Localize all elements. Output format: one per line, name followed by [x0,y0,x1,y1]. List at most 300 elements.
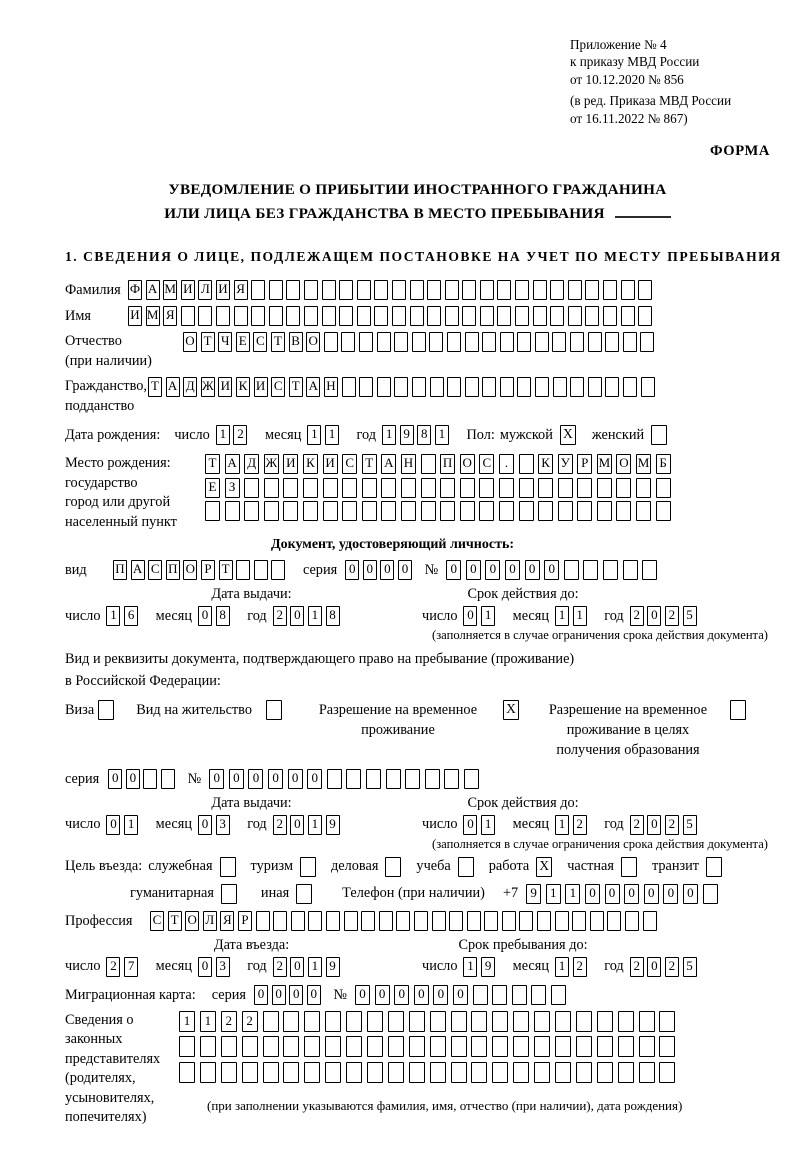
char-cell[interactable] [659,1036,675,1057]
char-cell[interactable]: Т [148,377,162,397]
char-cell[interactable] [200,1036,216,1057]
char-cell[interactable]: 0 [505,560,520,580]
char-cell[interactable]: 0 [272,985,286,1005]
char-cell[interactable] [555,1062,571,1083]
char-cell[interactable] [641,377,655,397]
char-cell[interactable] [366,769,381,789]
char-cell[interactable] [429,332,443,352]
char-cell[interactable]: 0 [446,560,461,580]
char-cell[interactable]: С [148,560,162,580]
char-cell[interactable] [519,911,533,931]
char-cell[interactable]: 0 [624,884,639,904]
char-cell[interactable] [447,377,461,397]
char-cell[interactable] [473,985,488,1005]
char-cell[interactable] [325,1036,341,1057]
char-cell[interactable]: 0 [106,815,120,835]
char-cell[interactable] [357,280,371,300]
char-cell[interactable]: 0 [290,957,304,977]
char-cell[interactable] [386,769,401,789]
char-cell[interactable]: 1 [325,425,339,445]
char-cell[interactable] [570,332,584,352]
char-cell[interactable]: 2 [233,425,247,445]
char-cell[interactable]: А [166,377,180,397]
char-cell[interactable]: 2 [273,957,287,977]
char-cell[interactable] [642,560,657,580]
char-cell[interactable]: Я [163,306,177,326]
char-cell[interactable]: 9 [326,957,340,977]
char-cell[interactable] [484,911,498,931]
purpose-private-checkbox[interactable] [621,857,637,877]
char-cell[interactable]: 0 [288,769,303,789]
char-cell[interactable]: Ф [128,280,142,300]
char-cell[interactable]: 2 [106,957,120,977]
char-cell[interactable]: О [306,332,320,352]
char-cell[interactable] [161,769,175,789]
char-cell[interactable] [703,884,718,904]
char-cell[interactable]: 1 [435,425,449,445]
char-cell[interactable]: 0 [485,560,500,580]
char-cell[interactable]: О [183,332,197,352]
char-cell[interactable]: 7 [124,957,138,977]
char-cell[interactable] [636,478,651,498]
char-cell[interactable]: 2 [630,606,644,626]
char-cell[interactable]: 2 [665,815,679,835]
char-cell[interactable]: 1 [308,815,322,835]
char-cell[interactable] [339,280,353,300]
char-cell[interactable] [323,501,338,521]
char-cell[interactable] [432,911,446,931]
char-cell[interactable] [605,332,619,352]
char-cell[interactable] [597,478,612,498]
char-cell[interactable]: Я [220,911,234,931]
char-cell[interactable] [409,1036,425,1057]
char-cell[interactable] [597,1011,613,1032]
char-cell[interactable] [421,501,436,521]
char-cell[interactable]: 0 [108,769,122,789]
char-cell[interactable]: П [113,560,127,580]
char-cell[interactable] [200,1062,216,1083]
char-cell[interactable] [427,306,441,326]
char-cell[interactable]: 0 [229,769,244,789]
char-cell[interactable]: 0 [585,884,600,904]
char-cell[interactable] [251,280,265,300]
char-cell[interactable] [531,985,546,1005]
char-cell[interactable] [623,377,637,397]
char-cell[interactable]: 9 [326,815,340,835]
char-cell[interactable]: 0 [307,769,322,789]
char-cell[interactable]: 2 [273,815,287,835]
char-cell[interactable]: Р [238,911,252,931]
char-cell[interactable] [401,501,416,521]
char-cell[interactable] [308,911,322,931]
char-cell[interactable]: 2 [573,815,587,835]
char-cell[interactable] [538,501,553,521]
char-cell[interactable] [216,306,230,326]
visa-checkbox[interactable] [98,700,114,720]
char-cell[interactable]: 2 [221,1011,237,1032]
char-cell[interactable] [444,769,459,789]
char-cell[interactable] [497,280,511,300]
char-cell[interactable] [583,560,598,580]
char-cell[interactable] [283,1036,299,1057]
char-cell[interactable] [325,1011,341,1032]
char-cell[interactable] [568,306,582,326]
char-cell[interactable] [553,377,567,397]
char-cell[interactable] [449,911,463,931]
char-cell[interactable] [410,280,424,300]
char-cell[interactable]: И [323,454,338,474]
char-cell[interactable] [513,1011,529,1032]
char-cell[interactable]: 1 [200,1011,216,1032]
char-cell[interactable] [322,280,336,300]
char-cell[interactable] [440,501,455,521]
char-cell[interactable] [577,501,592,521]
char-cell[interactable] [264,478,279,498]
char-cell[interactable] [479,478,494,498]
char-cell[interactable] [392,280,406,300]
char-cell[interactable] [409,1011,425,1032]
char-cell[interactable] [640,332,654,352]
char-cell[interactable] [555,1011,571,1032]
char-cell[interactable] [242,1062,258,1083]
char-cell[interactable] [639,1011,655,1032]
char-cell[interactable] [283,1011,299,1032]
char-cell[interactable] [590,911,604,931]
char-cell[interactable]: 0 [453,985,468,1005]
char-cell[interactable]: 0 [248,769,263,789]
char-cell[interactable]: 1 [106,606,120,626]
char-cell[interactable]: И [181,280,195,300]
char-cell[interactable]: 1 [216,425,230,445]
char-cell[interactable]: О [183,560,197,580]
char-cell[interactable] [198,306,212,326]
char-cell[interactable] [538,478,553,498]
char-cell[interactable]: 0 [647,606,661,626]
char-cell[interactable] [304,1062,320,1083]
char-cell[interactable] [533,306,547,326]
char-cell[interactable] [327,769,342,789]
char-cell[interactable] [638,280,652,300]
char-cell[interactable] [273,911,287,931]
char-cell[interactable] [659,1062,675,1083]
char-cell[interactable]: И [128,306,142,326]
char-cell[interactable]: 0 [544,560,559,580]
char-cell[interactable]: И [216,280,230,300]
char-cell[interactable] [603,306,617,326]
char-cell[interactable] [263,1062,279,1083]
char-cell[interactable] [513,1062,529,1083]
char-cell[interactable]: 1 [307,425,321,445]
purpose-study-checkbox[interactable] [458,857,474,877]
char-cell[interactable] [550,280,564,300]
char-cell[interactable]: 2 [630,815,644,835]
char-cell[interactable] [381,478,396,498]
char-cell[interactable] [515,306,529,326]
char-cell[interactable]: 1 [463,957,477,977]
char-cell[interactable] [625,911,639,931]
char-cell[interactable] [492,1011,508,1032]
char-cell[interactable]: А [225,454,240,474]
char-cell[interactable] [656,501,671,521]
char-cell[interactable]: 0 [290,815,304,835]
char-cell[interactable] [519,454,534,474]
char-cell[interactable] [346,769,361,789]
char-cell[interactable]: А [381,454,396,474]
char-cell[interactable]: С [479,454,494,474]
char-cell[interactable] [421,478,436,498]
char-cell[interactable] [471,1062,487,1083]
char-cell[interactable] [409,1062,425,1083]
char-cell[interactable]: 2 [665,957,679,977]
char-cell[interactable]: Л [198,280,212,300]
char-cell[interactable]: С [150,911,164,931]
char-cell[interactable]: 1 [555,606,569,626]
char-cell[interactable] [492,1036,508,1057]
char-cell[interactable] [517,377,531,397]
char-cell[interactable]: 2 [665,606,679,626]
purpose-humanitarian-checkbox[interactable] [221,884,237,904]
char-cell[interactable]: 1 [124,815,138,835]
char-cell[interactable]: 2 [630,957,644,977]
char-cell[interactable] [576,1036,592,1057]
char-cell[interactable] [659,1011,675,1032]
char-cell[interactable] [621,306,635,326]
char-cell[interactable] [341,332,355,352]
char-cell[interactable] [535,332,549,352]
char-cell[interactable]: 0 [198,957,212,977]
char-cell[interactable]: А [131,560,145,580]
char-cell[interactable]: 1 [565,884,580,904]
char-cell[interactable] [445,306,459,326]
char-cell[interactable] [588,377,602,397]
char-cell[interactable]: З [225,478,240,498]
char-cell[interactable]: 1 [555,815,569,835]
char-cell[interactable]: Н [401,454,416,474]
char-cell[interactable]: 9 [526,884,541,904]
temp-residence-checkbox[interactable]: X [503,700,519,720]
char-cell[interactable] [555,911,569,931]
char-cell[interactable]: 0 [683,884,698,904]
char-cell[interactable] [303,478,318,498]
char-cell[interactable]: 0 [394,985,409,1005]
char-cell[interactable] [357,306,371,326]
char-cell[interactable]: 0 [605,884,620,904]
char-cell[interactable] [326,911,340,931]
char-cell[interactable] [465,332,479,352]
char-cell[interactable] [324,332,338,352]
char-cell[interactable] [576,1062,592,1083]
char-cell[interactable]: Т [168,911,182,931]
char-cell[interactable] [346,1011,362,1032]
char-cell[interactable]: О [185,911,199,931]
char-cell[interactable]: 0 [398,560,412,580]
char-cell[interactable]: 1 [573,606,587,626]
char-cell[interactable]: 0 [254,985,268,1005]
char-cell[interactable]: 9 [400,425,414,445]
char-cell[interactable] [551,985,566,1005]
char-cell[interactable] [603,560,618,580]
char-cell[interactable]: 0 [198,815,212,835]
char-cell[interactable]: Е [236,332,250,352]
char-cell[interactable] [367,1036,383,1057]
char-cell[interactable] [482,332,496,352]
char-cell[interactable]: . [499,454,514,474]
char-cell[interactable] [264,501,279,521]
char-cell[interactable] [430,1062,446,1083]
sex-male-checkbox[interactable]: X [560,425,576,445]
char-cell[interactable]: Я [234,280,248,300]
char-cell[interactable]: 0 [463,815,477,835]
char-cell[interactable]: 3 [216,815,230,835]
char-cell[interactable] [607,911,621,931]
char-cell[interactable] [639,1036,655,1057]
char-cell[interactable]: К [236,377,250,397]
char-cell[interactable]: Ж [264,454,279,474]
purpose-official-checkbox[interactable] [220,857,236,877]
char-cell[interactable] [346,1062,362,1083]
char-cell[interactable] [603,280,617,300]
char-cell[interactable]: К [538,454,553,474]
char-cell[interactable]: 0 [525,560,540,580]
char-cell[interactable] [467,911,481,931]
char-cell[interactable] [639,1062,655,1083]
char-cell[interactable]: М [163,280,177,300]
char-cell[interactable]: 1 [382,425,396,445]
char-cell[interactable] [412,332,426,352]
char-cell[interactable]: Т [201,332,215,352]
char-cell[interactable]: 0 [375,985,390,1005]
char-cell[interactable] [534,1011,550,1032]
char-cell[interactable] [513,1036,529,1057]
char-cell[interactable]: 5 [683,606,697,626]
purpose-other-checkbox[interactable] [296,884,312,904]
char-cell[interactable] [221,1062,237,1083]
char-cell[interactable] [256,911,270,931]
char-cell[interactable] [414,911,428,931]
char-cell[interactable] [492,985,507,1005]
char-cell[interactable] [286,306,300,326]
char-cell[interactable] [339,306,353,326]
char-cell[interactable] [304,306,318,326]
char-cell[interactable]: Ж [201,377,215,397]
char-cell[interactable]: В [289,332,303,352]
char-cell[interactable] [244,501,259,521]
char-cell[interactable] [576,1011,592,1032]
char-cell[interactable] [462,280,476,300]
char-cell[interactable] [447,332,461,352]
char-cell[interactable] [534,1062,550,1083]
char-cell[interactable] [519,478,534,498]
char-cell[interactable] [656,478,671,498]
char-cell[interactable] [451,1062,467,1083]
char-cell[interactable]: 0 [198,606,212,626]
char-cell[interactable] [346,1036,362,1057]
char-cell[interactable] [283,1062,299,1083]
char-cell[interactable]: 8 [216,606,230,626]
char-cell[interactable]: Л [203,911,217,931]
char-cell[interactable] [286,280,300,300]
char-cell[interactable]: М [597,454,612,474]
char-cell[interactable] [143,769,157,789]
char-cell[interactable] [405,769,420,789]
char-cell[interactable]: И [218,377,232,397]
char-cell[interactable] [471,1036,487,1057]
char-cell[interactable]: Б [656,454,671,474]
char-cell[interactable] [517,332,531,352]
char-cell[interactable]: 0 [209,769,224,789]
char-cell[interactable] [502,911,516,931]
char-cell[interactable]: 0 [355,985,370,1005]
char-cell[interactable]: 1 [308,957,322,977]
char-cell[interactable] [367,1062,383,1083]
char-cell[interactable] [552,332,566,352]
char-cell[interactable]: П [440,454,455,474]
char-cell[interactable]: С [253,332,267,352]
char-cell[interactable] [181,306,195,326]
char-cell[interactable]: И [254,377,268,397]
char-cell[interactable] [379,911,393,931]
char-cell[interactable]: Т [362,454,377,474]
char-cell[interactable] [497,306,511,326]
char-cell[interactable]: 5 [683,815,697,835]
char-cell[interactable] [283,501,298,521]
char-cell[interactable] [421,454,436,474]
char-cell[interactable] [623,332,637,352]
char-cell[interactable]: 0 [380,560,394,580]
char-cell[interactable]: Т [289,377,303,397]
char-cell[interactable] [512,985,527,1005]
char-cell[interactable] [623,560,638,580]
char-cell[interactable]: 0 [345,560,359,580]
char-cell[interactable] [179,1062,195,1083]
char-cell[interactable]: М [636,454,651,474]
char-cell[interactable] [205,501,220,521]
char-cell[interactable] [377,377,391,397]
char-cell[interactable]: У [558,454,573,474]
char-cell[interactable] [342,478,357,498]
char-cell[interactable] [460,478,475,498]
char-cell[interactable] [482,377,496,397]
char-cell[interactable] [263,1036,279,1057]
char-cell[interactable] [244,478,259,498]
char-cell[interactable] [221,1036,237,1057]
char-cell[interactable]: 2 [573,957,587,977]
char-cell[interactable]: 1 [481,815,495,835]
char-cell[interactable] [179,1036,195,1057]
char-cell[interactable] [430,1011,446,1032]
char-cell[interactable]: 1 [555,957,569,977]
char-cell[interactable]: С [342,454,357,474]
char-cell[interactable] [588,332,602,352]
char-cell[interactable]: Д [244,454,259,474]
char-cell[interactable] [410,306,424,326]
char-cell[interactable]: А [306,377,320,397]
char-cell[interactable] [638,306,652,326]
char-cell[interactable] [388,1036,404,1057]
char-cell[interactable]: Р [201,560,215,580]
char-cell[interactable] [304,1011,320,1032]
char-cell[interactable]: Т [219,560,233,580]
char-cell[interactable] [271,560,285,580]
char-cell[interactable] [361,911,375,931]
char-cell[interactable] [568,280,582,300]
char-cell[interactable]: 0 [414,985,429,1005]
sex-female-checkbox[interactable] [651,425,667,445]
char-cell[interactable] [585,280,599,300]
char-cell[interactable]: Т [205,454,220,474]
char-cell[interactable]: О [616,454,631,474]
char-cell[interactable] [499,478,514,498]
